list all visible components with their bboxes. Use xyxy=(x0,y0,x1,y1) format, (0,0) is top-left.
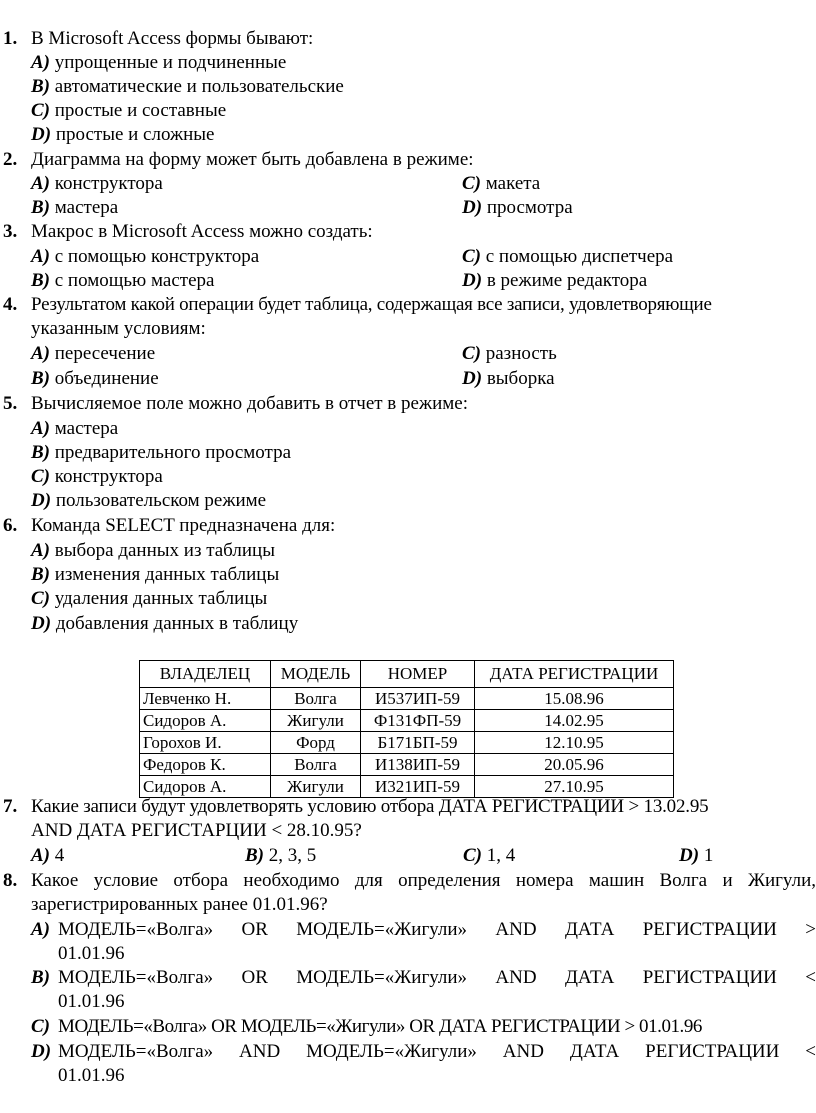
option-label: D) xyxy=(31,490,52,511)
option-label: C) xyxy=(31,466,50,487)
option-text: удаления данных таблицы xyxy=(54,588,268,609)
option-text: МОДЕЛЬ=«Волга» OR МОДЕЛЬ=«Жигули» AND ДАТА РЕГИСТРАЦИИ > xyxy=(58,919,816,940)
option-text: с помощью диспетчера xyxy=(485,246,674,267)
option-label: B) xyxy=(31,76,50,97)
question-text: В Microsoft Access формы бывают: xyxy=(31,28,314,49)
option-label: D) xyxy=(462,368,483,389)
option-label: B) xyxy=(31,368,50,389)
option-text: простые и составные xyxy=(54,100,227,121)
option-text: 4 xyxy=(50,845,65,866)
question-7 xyxy=(0,795,816,819)
table-cell: Б171БП-59 xyxy=(361,732,475,754)
option-text: 1, 4 xyxy=(482,845,516,866)
option-label: C) xyxy=(462,173,481,194)
option-text: пересечение xyxy=(54,343,156,364)
option-label: B) xyxy=(31,967,50,988)
table-cell: И321ИП-59 xyxy=(361,776,475,798)
answer-option-c xyxy=(0,1015,816,1039)
option-label: B) xyxy=(31,270,50,291)
column-header: НОМЕР xyxy=(361,661,475,688)
table-cell: 12.10.95 xyxy=(475,732,674,754)
table-row xyxy=(140,710,674,732)
answer-row xyxy=(0,172,816,196)
option-label: C) xyxy=(31,1016,50,1037)
option-text: макета xyxy=(485,173,541,194)
question-text: Какие записи будут удовлетворять условию отбора ДАТА РЕГИСТРАЦИИ > 13.02.95 xyxy=(31,796,709,817)
table-cell: Волга xyxy=(271,688,361,710)
column-header: ВЛАДЕЛЕЦ xyxy=(140,661,271,688)
option-text: упрощенные и подчиненные xyxy=(54,52,287,73)
option-text: предварительного просмотра xyxy=(54,442,292,463)
option-text: разность xyxy=(485,343,557,364)
option-label: B) xyxy=(31,197,50,218)
answer-row xyxy=(0,844,816,868)
option-text: в режиме редактора xyxy=(486,270,648,291)
option-label: D) xyxy=(462,197,483,218)
table-row xyxy=(140,754,674,776)
option-label: B) xyxy=(31,442,50,463)
option-label: A) xyxy=(31,246,50,267)
question-number: 5. xyxy=(3,393,18,414)
table-cell: 14.02.95 xyxy=(475,710,674,732)
question-text: AND ДАТА РЕГИСТАРЦИИ < 28.10.95? xyxy=(31,820,362,841)
column-header: МОДЕЛЬ xyxy=(271,661,361,688)
option-text: мастера xyxy=(54,418,119,439)
option-label: A) xyxy=(31,845,50,866)
option-label: C) xyxy=(31,100,50,121)
table-cell: Сидоров А. xyxy=(140,776,271,798)
question-text: указанным условиям: xyxy=(31,318,206,339)
option-text: 1 xyxy=(699,845,714,866)
table-cell: И537ИП-59 xyxy=(361,688,475,710)
table-cell: Волга xyxy=(271,754,361,776)
option-text: МОДЕЛЬ=«Волга» AND МОДЕЛЬ=«Жигули» AND ДАТА РЕГИСТРАЦИИ < xyxy=(58,1041,816,1062)
answer-option-a xyxy=(0,918,816,942)
option-text: конструктора xyxy=(54,466,163,487)
option-text: добавления данных в таблицу xyxy=(55,613,299,634)
option-text: конструктора xyxy=(54,173,163,194)
question-number: 8. xyxy=(3,870,18,891)
option-label: D) xyxy=(31,613,52,634)
option-text: просмотра xyxy=(486,197,573,218)
option-text: автоматические и пользовательские xyxy=(54,76,344,97)
question-number: 3. xyxy=(3,221,18,242)
question-text: Макрос в Microsoft Access можно создать: xyxy=(31,221,373,242)
option-text: объединение xyxy=(54,368,159,389)
table-cell: 20.05.96 xyxy=(475,754,674,776)
answer-row xyxy=(0,245,816,269)
option-text: 01.01.96 xyxy=(58,1065,125,1086)
option-label: A) xyxy=(31,919,50,940)
answer-option-b xyxy=(0,966,816,990)
table-cell: Левченко Н. xyxy=(140,688,271,710)
table-row xyxy=(140,688,674,710)
option-label: C) xyxy=(463,845,482,866)
table-row xyxy=(140,732,674,754)
table-cell: Горохов И. xyxy=(140,732,271,754)
question-number: 6. xyxy=(3,515,18,536)
question-number: 1. xyxy=(3,28,18,49)
option-label: B) xyxy=(245,845,264,866)
option-text: МОДЕЛЬ=«Волга» OR МОДЕЛЬ=«Жигули» AND ДАТА РЕГИСТРАЦИИ < xyxy=(58,967,816,988)
option-label: D) xyxy=(679,845,700,866)
table-cell: Федоров К. xyxy=(140,754,271,776)
answer-row xyxy=(0,367,816,391)
option-label: A) xyxy=(31,540,50,561)
question-8 xyxy=(0,869,816,893)
table-header-row xyxy=(140,661,674,688)
option-text: изменения данных таблицы xyxy=(54,564,280,585)
question-text: Какое условие отбора необходимо для определения номера машин Волга и Жигули, xyxy=(31,870,816,891)
option-text: МОДЕЛЬ=«Волга» OR МОДЕЛЬ=«Жигули» OR ДАТА РЕГИСТРАЦИИ > 01.01.96 xyxy=(58,1016,702,1037)
table-cell: Жигули xyxy=(271,776,361,798)
option-label: D) xyxy=(31,124,52,145)
answer-row xyxy=(0,196,816,220)
option-text: с помощью конструктора xyxy=(54,246,260,267)
option-text: с помощью мастера xyxy=(54,270,215,291)
table-cell: Ф131ФП-59 xyxy=(361,710,475,732)
column-header: ДАТА РЕГИСТРАЦИИ xyxy=(475,661,674,688)
option-label: D) xyxy=(462,270,483,291)
option-text: мастера xyxy=(54,197,119,218)
question-4 xyxy=(0,293,816,317)
table-cell: 15.08.96 xyxy=(475,688,674,710)
option-label: A) xyxy=(31,52,50,73)
answer-row xyxy=(0,342,816,366)
question-number: 7. xyxy=(3,796,18,817)
option-label: A) xyxy=(31,343,50,364)
option-text: 01.01.96 xyxy=(58,943,125,964)
question-text: Диаграмма на форму может быть добавлена в режиме: xyxy=(31,149,474,170)
option-label: A) xyxy=(31,418,50,439)
option-text: выборка xyxy=(486,368,555,389)
question-text: Вычисляемое поле можно добавить в отчет в режиме: xyxy=(31,393,468,414)
question-text: Результатом какой операции будет таблица, содержащая все записи, удовлетворяющие xyxy=(31,294,712,315)
option-label: A) xyxy=(31,173,50,194)
option-text: 01.01.96 xyxy=(58,991,125,1012)
answer-row xyxy=(0,269,816,293)
option-text: 2, 3, 5 xyxy=(264,845,317,866)
table-cell: Жигули xyxy=(271,710,361,732)
option-text: выбора данных из таблицы xyxy=(54,540,275,561)
option-label: C) xyxy=(462,246,481,267)
table-cell: Сидоров А. xyxy=(140,710,271,732)
table-cell: Форд xyxy=(271,732,361,754)
question-number: 4. xyxy=(3,294,18,315)
table-cell: И138ИП-59 xyxy=(361,754,475,776)
question-text: зарегистрированных ранее 01.01.96? xyxy=(31,894,328,915)
option-label: C) xyxy=(462,343,481,364)
question-number: 2. xyxy=(3,149,18,170)
option-label: D) xyxy=(31,1041,52,1062)
option-label: B) xyxy=(31,564,50,585)
answer-option-d xyxy=(0,1040,816,1064)
table-cell: 27.10.95 xyxy=(475,776,674,798)
option-text: простые и сложные xyxy=(55,124,215,145)
registration-table xyxy=(139,660,674,798)
question-text: Команда SELECT предназначена для: xyxy=(31,515,336,536)
option-text: пользовательском режиме xyxy=(55,490,267,511)
option-label: C) xyxy=(31,588,50,609)
